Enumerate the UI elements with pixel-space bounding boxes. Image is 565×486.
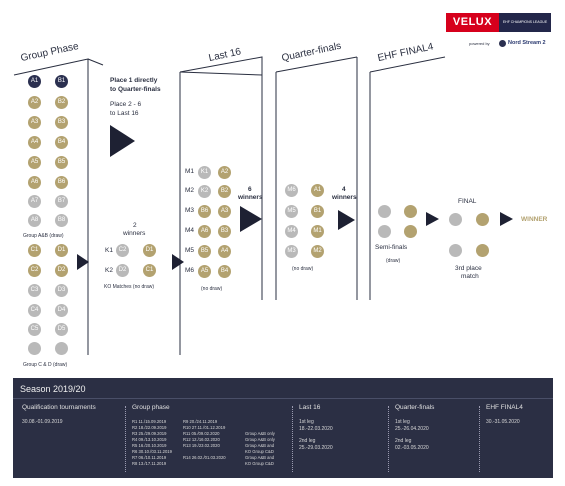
group-circle: C2 (28, 264, 41, 277)
third-place-label: 3rd place (455, 265, 482, 272)
group-phase-line (14, 59, 88, 355)
qf-leg1-date: 25.-26.04.2020 (395, 426, 429, 432)
champions-league-logo: EHF CHAMPIONS LEAGUE (499, 13, 551, 32)
semi-finals-draw-label: (draw) (386, 258, 401, 264)
qf-circle: M3 (285, 245, 298, 258)
group-note: Group A&B only (245, 437, 275, 442)
f4-date: 30.-31.05.2020 (486, 419, 520, 425)
qf-circle: M6 (285, 184, 298, 197)
column-separator (292, 406, 293, 472)
qf-winners-word: winners (332, 194, 357, 201)
qf-circle: A1 (311, 184, 324, 197)
last16-match-label: M4 (185, 227, 195, 234)
round-row: R11 05./09.02.2020 (183, 431, 220, 436)
ko-k1-label: K1 (105, 247, 113, 254)
season-panel (13, 378, 553, 478)
ko-circle: D2 (116, 264, 129, 277)
group-note: Group A&B only (245, 431, 275, 436)
group-note: KO Group C&D (245, 461, 274, 466)
qf-leg2-date: 02.-03.05.2020 (395, 445, 429, 451)
last16-heading: Last 16 (299, 404, 321, 411)
arrow-last16-to-qf-icon (240, 206, 262, 232)
ko-matches-label: KO Matches (no draw) (104, 284, 155, 290)
arrow-qf-to-f4-icon (338, 210, 355, 230)
l16-leg2: 2nd leg (299, 438, 316, 444)
place26-note: Place 2 - 6 (110, 101, 142, 108)
last16-circle: B2 (218, 185, 231, 198)
group-circle: A6 (28, 176, 41, 189)
semi-circle (404, 225, 417, 238)
group-heading: Group phase (132, 404, 170, 411)
last16-circle: A2 (218, 166, 231, 179)
group-circle (28, 342, 41, 355)
group-circle: C3 (28, 284, 41, 297)
round-row: R8 13./17.11.2019 (132, 461, 167, 466)
qf-nodraw-label: (no draw) (292, 266, 314, 272)
group-circle: B3 (55, 116, 68, 129)
ko-k2-label: K2 (105, 267, 113, 274)
last16-winners-num: 6 (248, 186, 252, 193)
group-circle: A1 (28, 75, 41, 88)
stage-title-group-phase: Group Phase (19, 40, 80, 64)
arrow-final-to-winner-icon (500, 212, 513, 226)
round-row: R13 19./23.02.2020 (183, 443, 220, 448)
group-circle: D2 (55, 264, 68, 277)
last16-circle: A3 (218, 205, 231, 218)
last16-circle: K2 (198, 185, 211, 198)
season-title: Season 2019/20 (20, 384, 86, 394)
season-divider (13, 398, 553, 399)
group-cd-label: Group C & D (draw) (23, 362, 68, 368)
last16-match-label: M5 (185, 247, 195, 254)
qual-date: 30.08.-01.09.2019 (22, 419, 63, 425)
last16-circle: A5 (198, 265, 211, 278)
l16-leg1-date: 18.-22.03.2020 (299, 426, 333, 432)
winner-label: WINNER (521, 216, 548, 223)
round-row: R4 09./13.10.2019 (132, 437, 167, 442)
round-row: R14 26.02./01.03.2020 (183, 455, 226, 460)
group-note: Group A&B and (245, 443, 275, 448)
nord-stream-label: Nord Stream 2 (508, 40, 546, 46)
group-circle: A2 (28, 96, 41, 109)
arrow-ko-to-last16-icon (172, 254, 184, 270)
final-label: FINAL (458, 198, 477, 205)
qf-leg1: 1st leg (395, 419, 410, 425)
final-circle (449, 213, 462, 226)
qf-leg2: 2nd leg (395, 438, 412, 444)
group-circle: D3 (55, 284, 68, 297)
last16-circle: A6 (198, 225, 211, 238)
qf-circle: B1 (311, 205, 324, 218)
l16-leg1: 1st leg (299, 419, 314, 425)
ko-circle: C2 (116, 244, 129, 257)
qual-heading: Qualification tournaments (22, 404, 96, 411)
group-circle: B5 (55, 156, 68, 169)
group-note: Group A&B and (245, 455, 275, 460)
qf-circle: M1 (311, 225, 324, 238)
arrow-to-last16-icon (110, 125, 135, 157)
last16-nodraw-label: (no draw) (201, 286, 223, 292)
semi-circle (378, 225, 391, 238)
round-row: R9 20./24.11.2019 (183, 419, 218, 424)
ko-winners-num: 2 (133, 222, 137, 229)
last16-match-label: M3 (185, 207, 195, 214)
stage-title-last16: Last 16 (207, 46, 243, 64)
powered-by-label: powered by (469, 41, 490, 46)
group-circle: B7 (55, 195, 68, 208)
last16-circle: B3 (218, 225, 231, 238)
group-circle: C4 (28, 304, 41, 317)
qf-circle: M2 (311, 245, 324, 258)
ko-winners-word: winners (123, 230, 146, 237)
last16-circle: B6 (198, 205, 211, 218)
arrow-semi-to-final-icon (426, 212, 439, 226)
semi-circle (378, 205, 391, 218)
ko-circle: C1 (143, 264, 156, 277)
group-phase-tail (88, 59, 103, 65)
last16-circle: B5 (198, 245, 211, 258)
group-circle: B4 (55, 136, 68, 149)
group-circle: D1 (55, 244, 68, 257)
third-place-label: match (461, 273, 479, 280)
stage-title-final4: EHF FINAL4 (376, 41, 435, 64)
group-circle (55, 342, 68, 355)
qf-circle: M5 (285, 205, 298, 218)
group-ab-label: Group A&B (draw) (23, 233, 64, 239)
velux-logo: VELUX (446, 13, 499, 32)
place1-note: Place 1 directly (110, 77, 158, 84)
third-place-circle (476, 244, 489, 257)
qf-winners-num: 4 (342, 186, 346, 193)
group-note: KO Group C&D (245, 449, 274, 454)
group-circle: A3 (28, 116, 41, 129)
column-separator (125, 406, 126, 472)
last16-circle: A4 (218, 245, 231, 258)
f4-heading: EHF FINAL4 (486, 404, 523, 411)
group-circle: B8 (55, 214, 68, 227)
semi-circle (404, 205, 417, 218)
group-circle: C5 (28, 323, 41, 336)
last16-winners-word: winners (238, 194, 263, 201)
group-circle: A7 (28, 195, 41, 208)
group-circle: A8 (28, 214, 41, 227)
ko-circle: D1 (143, 244, 156, 257)
qf-heading: Quarter-finals (395, 404, 435, 411)
arrow-cd-to-ko-icon (77, 254, 89, 270)
group-circle: D5 (55, 323, 68, 336)
group-circle: B1 (55, 75, 68, 88)
group-circle: D4 (55, 304, 68, 317)
round-row: R1 11./15.09.2019 (132, 419, 167, 424)
column-separator (479, 406, 480, 472)
round-row: R12 12./16.02.2020 (183, 437, 220, 442)
last16-circle: K1 (198, 166, 211, 179)
round-row: R2 18./22.09.2019 (132, 425, 167, 430)
third-place-circle (449, 244, 462, 257)
last16-circle: B4 (218, 265, 231, 278)
round-row: R7 06./10.11.2019 (132, 455, 167, 460)
round-row: R10 27.11./01.12.2019 (183, 425, 226, 430)
group-circle: A5 (28, 156, 41, 169)
final-circle (476, 213, 489, 226)
group-circle: A4 (28, 136, 41, 149)
group-circle: B2 (55, 96, 68, 109)
l16-leg2-date: 25.-29.03.2020 (299, 445, 333, 451)
last16-match-label: M1 (185, 168, 195, 175)
round-row: R3 25./29.09.2019 (132, 431, 167, 436)
last16-match-label: M2 (185, 187, 195, 194)
group-circle: B6 (55, 176, 68, 189)
place1-note: to Quarter-finals (110, 86, 161, 93)
semi-finals-label: Semi-finals (375, 244, 408, 251)
last16-match-label: M6 (185, 267, 195, 274)
round-row: R6 30.10./03.11.2019 (132, 449, 172, 454)
stage-title-quarter-finals: Quarter-finals (280, 40, 343, 64)
place26-note: to Last 16 (110, 110, 139, 117)
group-circle: C1 (28, 244, 41, 257)
qf-circle: M4 (285, 225, 298, 238)
round-row: R5 16./20.10.2019 (132, 443, 167, 448)
column-separator (388, 406, 389, 472)
